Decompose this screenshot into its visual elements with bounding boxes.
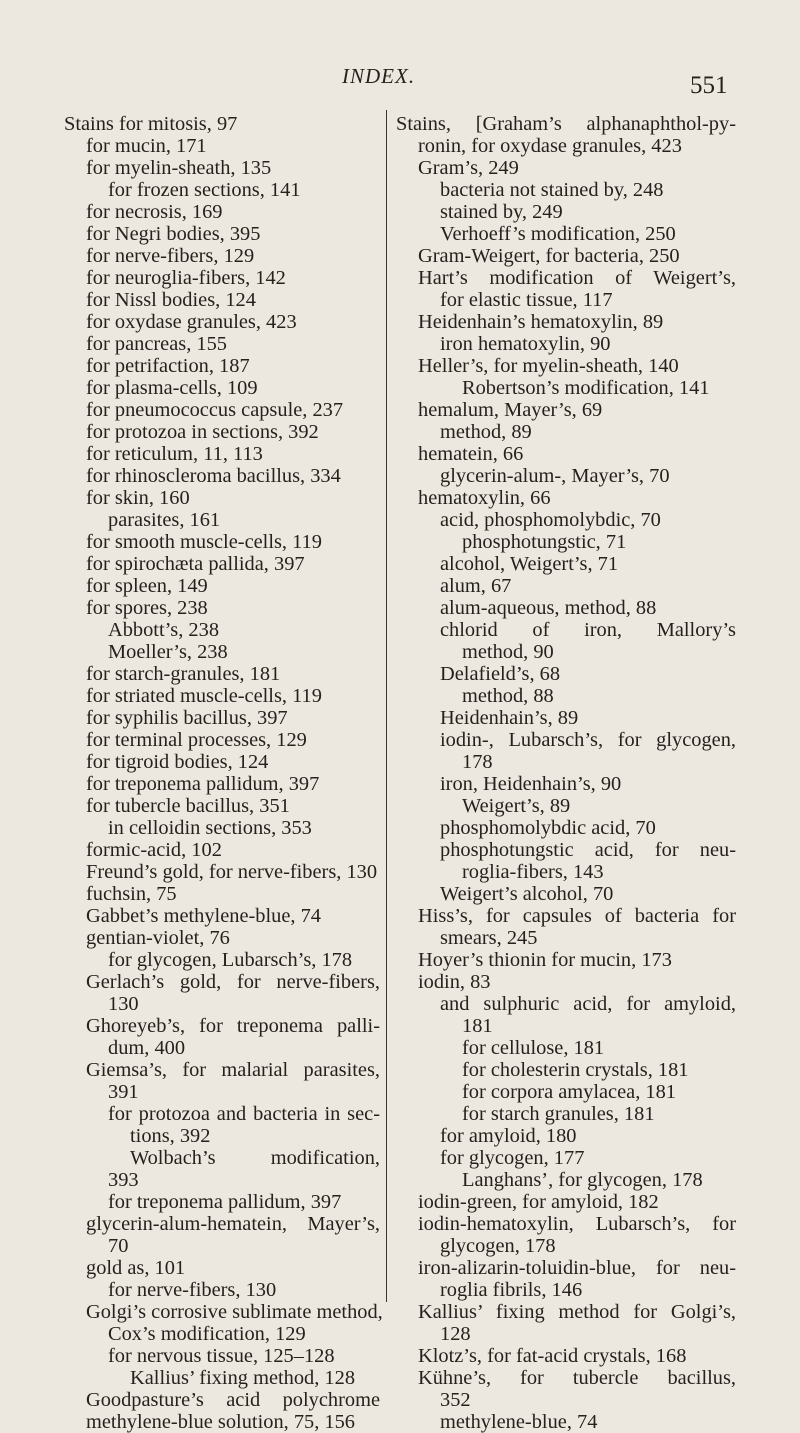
index-entry: for pancreas, 155 bbox=[86, 333, 227, 355]
index-entry: parasites, 161 bbox=[108, 509, 221, 531]
index-entry: Verhoeff’s modification, 250 bbox=[440, 223, 676, 245]
index-entry: method, 88 bbox=[462, 685, 554, 707]
index-entry: for striated muscle-cells, 119 bbox=[86, 685, 322, 707]
index-entry: iron hematoxylin, 90 bbox=[440, 333, 611, 355]
index-entry: for nervous tissue, 125–128 bbox=[108, 1345, 335, 1367]
index-entry: Hart’s modification of Weigert’s, bbox=[418, 267, 736, 289]
page-number: 551 bbox=[690, 72, 728, 99]
index-entry: Goodpasture’s acid polychrome bbox=[86, 1389, 380, 1411]
index-entry: iodin-green, for amyloid, 182 bbox=[418, 1191, 659, 1213]
index-entry: for elastic tissue, 117 bbox=[440, 289, 613, 311]
index-entry: 391 bbox=[108, 1081, 139, 1103]
index-entry: iodin-, Lubarsch’s, for glycogen, bbox=[440, 729, 736, 751]
index-entry: method, 89 bbox=[440, 421, 532, 443]
index-entry: Robertson’s modification, 141 bbox=[462, 377, 710, 399]
index-entry: 70 bbox=[108, 1235, 129, 1257]
index-entry: 130 bbox=[108, 993, 139, 1015]
index-entry: iron, Heidenhain’s, 90 bbox=[440, 773, 622, 795]
index-entry: Hiss’s, for capsules of bacteria for bbox=[418, 905, 736, 927]
index-entry: Giemsa’s, for malarial parasites, bbox=[86, 1059, 380, 1081]
index-entry: for glycogen, 177 bbox=[440, 1147, 585, 1169]
index-entry: glycerin-alum-hematein, Mayer’s, bbox=[86, 1213, 380, 1235]
index-entry: Kühne’s, for tubercle bacillus, bbox=[418, 1367, 736, 1389]
index-entry: Gabbet’s methylene-blue, 74 bbox=[86, 905, 321, 927]
index-entry: for syphilis bacillus, 397 bbox=[86, 707, 288, 729]
index-entry: Wolbach’s modification, bbox=[130, 1147, 380, 1169]
index-entry: formic-acid, 102 bbox=[86, 839, 222, 861]
index-entry: for frozen sections, 141 bbox=[108, 179, 301, 201]
index-entry: for necrosis, 169 bbox=[86, 201, 223, 223]
index-entry: for petrifaction, 187 bbox=[86, 355, 250, 377]
index-entry: glycerin-alum-, Mayer’s, 70 bbox=[440, 465, 670, 487]
index-entry: 393 bbox=[108, 1169, 139, 1191]
index-entry: Cox’s modification, 129 bbox=[108, 1323, 306, 1345]
index-entry: for reticulum, 11, 113 bbox=[86, 443, 263, 465]
index-entry: smears, 245 bbox=[440, 927, 538, 949]
index-entry: hematein, 66 bbox=[418, 443, 524, 465]
column-divider bbox=[386, 110, 387, 1302]
index-entry: hemalum, Mayer’s, 69 bbox=[418, 399, 603, 421]
index-entry: tions, 392 bbox=[130, 1125, 211, 1147]
index-column-left bbox=[64, 113, 383, 1433]
index-entry: phosphotungstic acid, for neu- bbox=[440, 839, 736, 861]
index-entry: Stains, [Graham’s alphanaphthol-py- bbox=[396, 113, 736, 135]
index-entry: methylene-blue solution, 75, 156 bbox=[86, 1411, 356, 1433]
index-entry: 352 bbox=[440, 1389, 471, 1411]
index-entry: for starch-granules, 181 bbox=[86, 663, 281, 685]
index-entry: for skin, 160 bbox=[86, 487, 190, 509]
index-entry: gold as, 101 bbox=[86, 1257, 186, 1279]
index-entry: alum-aqueous, method, 88 bbox=[440, 597, 657, 619]
index-entry: ronin, for oxydase granules, 423 bbox=[418, 135, 682, 157]
index-entry: dum, 400 bbox=[108, 1037, 186, 1059]
index-entry: hematoxylin, 66 bbox=[418, 487, 551, 509]
index-entry: Weigert’s alcohol, 70 bbox=[440, 883, 614, 905]
index-entry: for nerve-fibers, 129 bbox=[86, 245, 255, 267]
index-entry: for treponema pallidum, 397 bbox=[108, 1191, 342, 1213]
index-entry: 181 bbox=[462, 1015, 493, 1037]
index-entry: Heidenhain’s, 89 bbox=[440, 707, 579, 729]
index-entry: Hoyer’s thionin for mucin, 173 bbox=[418, 949, 672, 971]
index-entry: Golgi’s corrosive sublimate method, bbox=[86, 1301, 383, 1323]
index-entry: for treponema pallidum, 397 bbox=[86, 773, 320, 795]
index-entry: for smooth muscle-cells, 119 bbox=[86, 531, 322, 553]
index-entry: for Nissl bodies, 124 bbox=[86, 289, 256, 311]
index-entry: for myelin-sheath, 135 bbox=[86, 157, 272, 179]
index-entry: Gerlach’s gold, for nerve-fibers, bbox=[86, 971, 380, 993]
index-entry: phosphomolybdic acid, 70 bbox=[440, 817, 656, 839]
index-entry: iron-alizarin-toluidin-blue, for neu- bbox=[418, 1257, 736, 1279]
index-entry: 178 bbox=[462, 751, 493, 773]
index-entry: glycogen, 178 bbox=[440, 1235, 556, 1257]
index-entry: for neuroglia-fibers, 142 bbox=[86, 267, 286, 289]
index-entry: Weigert’s, 89 bbox=[462, 795, 571, 817]
index-entry: iodin, 83 bbox=[418, 971, 491, 993]
index-entry: for corpora amylacea, 181 bbox=[462, 1081, 676, 1103]
index-entry: Kallius’ fixing method, 128 bbox=[130, 1367, 356, 1389]
index-entry: for pneumococcus capsule, 237 bbox=[86, 399, 344, 421]
index-entry: bacteria not stained by, 248 bbox=[440, 179, 664, 201]
index-entry: and sulphuric acid, for amyloid, bbox=[440, 993, 736, 1015]
index-entry: acid, phosphomolybdic, 70 bbox=[440, 509, 661, 531]
index-entry: 128 bbox=[440, 1323, 471, 1345]
index-entry: for nerve-fibers, 130 bbox=[108, 1279, 277, 1301]
index-entry: stained by, 249 bbox=[440, 201, 563, 223]
index-entry: Stains for mitosis, 97 bbox=[64, 113, 238, 135]
index-entry: for mucin, 171 bbox=[86, 135, 207, 157]
index-entry: methylene-blue, 74 bbox=[440, 1411, 598, 1433]
index-entry: in celloidin sections, 353 bbox=[108, 817, 312, 839]
index-entry: for rhinoscleroma bacillus, 334 bbox=[86, 465, 341, 487]
index-entry: alum, 67 bbox=[440, 575, 512, 597]
index-entry: alcohol, Weigert’s, 71 bbox=[440, 553, 619, 575]
index-entry: method, 90 bbox=[462, 641, 554, 663]
index-entry: for tubercle bacillus, 351 bbox=[86, 795, 290, 817]
index-column-right bbox=[396, 113, 736, 1433]
index-entry: for Negri bodies, 395 bbox=[86, 223, 261, 245]
index-entry: for cholesterin crystals, 181 bbox=[462, 1059, 689, 1081]
index-entry: for cellulose, 181 bbox=[462, 1037, 605, 1059]
index-entry: for spleen, 149 bbox=[86, 575, 208, 597]
index-entry: for protozoa in sections, 392 bbox=[86, 421, 319, 443]
index-entry: for plasma-cells, 109 bbox=[86, 377, 258, 399]
index-entry: Delafield’s, 68 bbox=[440, 663, 561, 685]
index-entry: roglia fibrils, 146 bbox=[440, 1279, 583, 1301]
index-entry: Langhans’, for glycogen, 178 bbox=[462, 1169, 703, 1191]
index-entry: chlorid of iron, Mallory’s bbox=[440, 619, 736, 641]
index-entry: Gram-Weigert, for bacteria, 250 bbox=[418, 245, 680, 267]
index-entry: for spores, 238 bbox=[86, 597, 208, 619]
index-entry: phosphotungstic, 71 bbox=[462, 531, 627, 553]
index-entry: iodin-hematoxylin, Lubarsch’s, for bbox=[418, 1213, 736, 1235]
index-entry: for starch granules, 181 bbox=[462, 1103, 655, 1125]
index-entry: for terminal processes, 129 bbox=[86, 729, 307, 751]
index-entry: gentian-violet, 76 bbox=[86, 927, 230, 949]
index-entry: Moeller’s, 238 bbox=[108, 641, 228, 663]
index-entry: for tigroid bodies, 124 bbox=[86, 751, 269, 773]
index-entry: Heidenhain’s hematoxylin, 89 bbox=[418, 311, 664, 333]
index-entry: for spirochæta pallida, 397 bbox=[86, 553, 305, 575]
index-entry: Abbott’s, 238 bbox=[108, 619, 220, 641]
index-entry: Klotz’s, for fat-acid crystals, 168 bbox=[418, 1345, 687, 1367]
index-entry: roglia-fibers, 143 bbox=[462, 861, 604, 883]
index-entry: for protozoa and bacteria in sec- bbox=[108, 1103, 380, 1125]
page-header bbox=[0, 64, 800, 104]
running-title: INDEX. bbox=[342, 64, 416, 88]
index-entry: for amyloid, 180 bbox=[440, 1125, 577, 1147]
index-entry: for oxydase granules, 423 bbox=[86, 311, 297, 333]
index-entry: Gram’s, 249 bbox=[418, 157, 519, 179]
index-entry: Heller’s, for myelin-sheath, 140 bbox=[418, 355, 679, 377]
index-entry: for glycogen, Lubarsch’s, 178 bbox=[108, 949, 353, 971]
index-entry: Kallius’ fixing method for Golgi’s, bbox=[418, 1301, 736, 1323]
index-entry: fuchsin, 75 bbox=[86, 883, 177, 905]
index-entry: Ghoreyeb’s, for treponema palli- bbox=[86, 1015, 380, 1037]
index-entry: Freund’s gold, for nerve-fibers, 130 bbox=[86, 861, 378, 883]
